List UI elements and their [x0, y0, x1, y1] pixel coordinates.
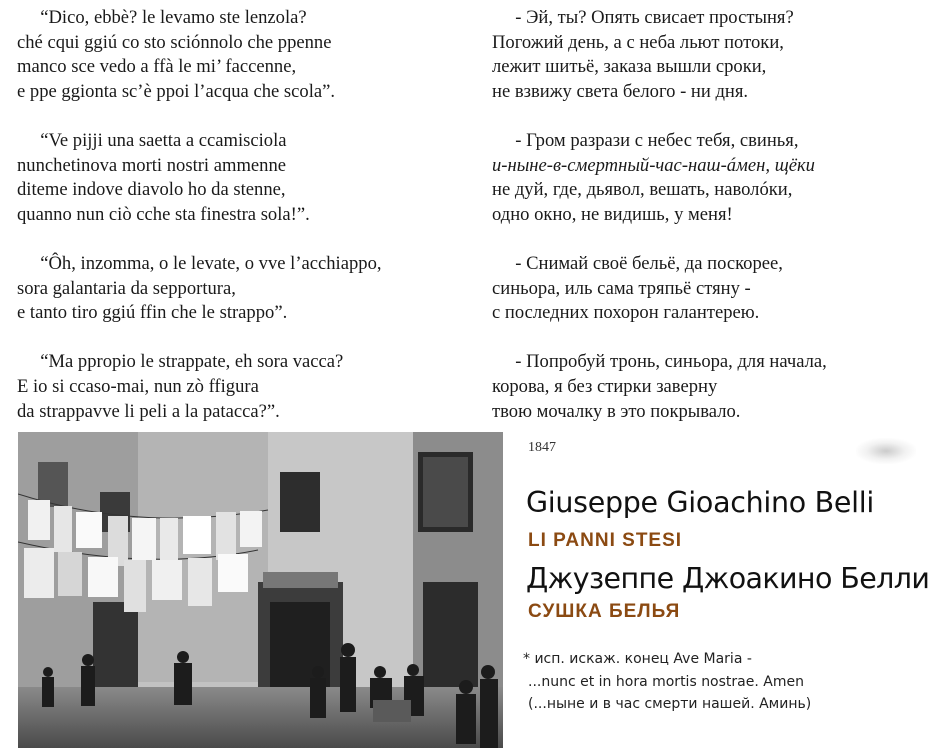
- poem-line: твою мочалку в это покрывало.: [492, 400, 741, 422]
- poem-line: e ppe ggionta sc’è ppoi l’acqua che scola”.: [17, 80, 336, 102]
- poem-line: - Гром разрази с небес тебя, свинья,: [515, 129, 799, 151]
- poem-russian: [492, 6, 827, 449]
- poem-line: корова, я без стирки заверну: [492, 375, 718, 397]
- stanza: [492, 6, 827, 104]
- poem-line: sora galantaria da sepportura,: [17, 277, 236, 299]
- author-name-russian: Джузеппе Джоакино Белли: [526, 562, 930, 595]
- poem-line: синьора, иль сама тряпьё стяну -: [492, 277, 751, 299]
- stanza: [492, 350, 827, 424]
- poem-line: лежит шитьё, заказа вышли сроки,: [492, 56, 767, 78]
- poem-line: E io si ccaso-mai, nun zò ffigura: [17, 375, 259, 397]
- poem-line: не взвижу света белого - ни дня.: [492, 80, 749, 102]
- poem-line: Погожий день, а с неба льют потоки,: [492, 31, 784, 53]
- poem-line: da strappavve li peli a la patacca?”.: [17, 400, 280, 422]
- poem-italian: [17, 6, 382, 449]
- poem-line: manco sce vedo a ffà le mi’ faccenne,: [17, 56, 297, 78]
- poem-title-italian: LI PANNI STESI: [528, 530, 683, 551]
- stanza: [492, 252, 827, 326]
- footnote-line: (...ныне и в час смерти нашей. Аминь): [528, 696, 812, 712]
- stanza: [17, 6, 382, 104]
- poem-line: “Ôh, inzomma, o le levate, o vve l’acchiappo,: [40, 252, 382, 274]
- poem-line: nunchetinova morti nostri ammenne: [17, 154, 287, 176]
- poem-line: и-ныне-в-смертный-час-наш-áмен, щёки: [492, 154, 815, 176]
- year-label: 1847: [528, 440, 556, 455]
- stanza: [17, 252, 382, 326]
- poem-line: не дуй, где, дьявол, вешать, наволóки,: [492, 179, 793, 201]
- poem-line: “Dico, ebbè? le levamo ste lenzola?: [40, 7, 307, 28]
- poem-line: - Попробуй тронь, синьора, для начала,: [515, 351, 827, 373]
- footnote-line: ...nunc et in hora mortis nostrae. Amen: [528, 673, 804, 690]
- stanza: [17, 129, 382, 227]
- poem-line: - Эй, ты? Опять свисает простыня?: [515, 7, 794, 28]
- poem-line: “Ma ppropio le strappate, eh sora vacca?: [40, 351, 344, 373]
- poem-line: “Ve pijji una saetta a ccamisciola: [40, 129, 287, 151]
- poem-line: одно окно, не видишь, у меня!: [492, 203, 733, 225]
- stanza: [492, 129, 827, 227]
- poem-line: e tanto tiro ggiú ffin che le strappo”.: [17, 302, 288, 324]
- poem-line: quanno nun ciò cche sta finestra sola!”.: [17, 203, 310, 225]
- author-name-italian: Giuseppe Gioachino Belli: [526, 486, 874, 519]
- poem-line: diteme indove diavolo ho da stenne,: [17, 179, 286, 201]
- poem-line: - Снимай своё бельё, да поскорее,: [515, 252, 783, 274]
- footnote: [523, 648, 811, 716]
- stanza: [17, 350, 382, 424]
- footnote-line: * исп. искаж. конец Ave Maria -: [523, 651, 752, 667]
- decorative-smudge: [856, 438, 916, 464]
- poem-line: с последних похорон галантерею.: [492, 302, 760, 324]
- poem-title-russian: СУШКА БЕЛЬЯ: [528, 601, 681, 622]
- street-laundry-photo: [18, 432, 503, 748]
- poem-line: ché cqui ggiú co sto sciónnolo che ppenne: [17, 31, 332, 53]
